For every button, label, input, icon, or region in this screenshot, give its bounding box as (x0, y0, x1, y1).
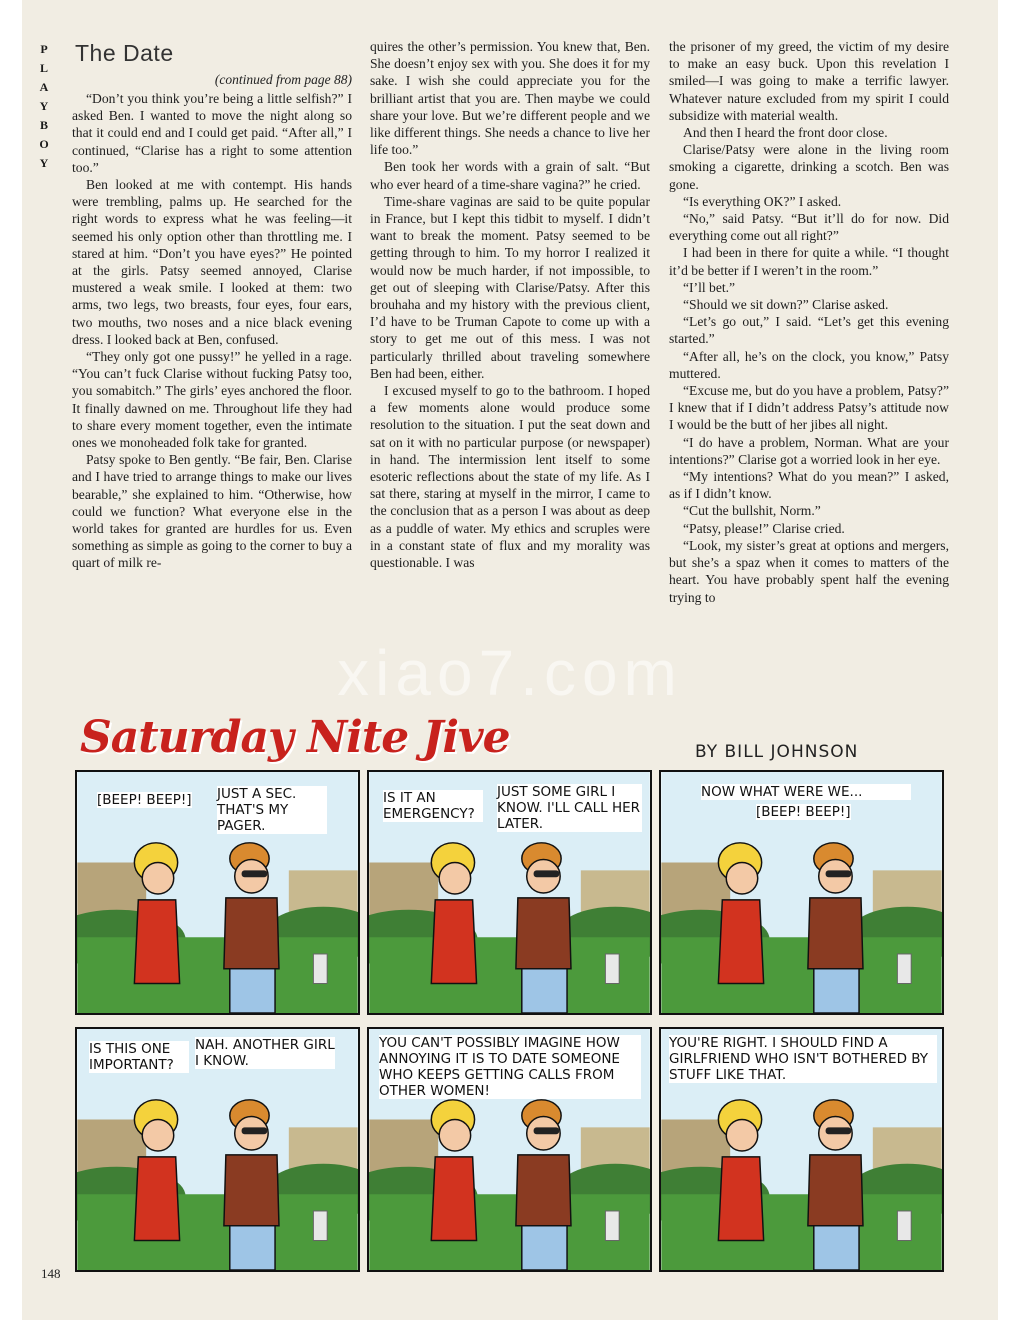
man-jeans (814, 969, 859, 1013)
man-jeans (230, 1226, 275, 1270)
man-jeans (230, 969, 275, 1013)
speech-bubble-beep: [BEEP! BEEP!] (756, 804, 851, 820)
man-sunglasses (242, 1127, 268, 1134)
comic-byline: BY BILL JOHNSON (695, 742, 859, 762)
paragraph: “Let’s go out,” I said. “Let’s get this evening started.” (669, 314, 949, 347)
paragraph: “Cut the bullshit, Norm.” (683, 503, 821, 519)
woman-face (726, 862, 757, 893)
man-jacket (808, 898, 863, 969)
speech-bubble-woman: IS THIS ONE IMPORTANT? (89, 1041, 189, 1073)
spine-letter: Y (39, 156, 49, 170)
statue (605, 1211, 619, 1241)
statue (897, 954, 911, 984)
text-column-3 (669, 38, 949, 606)
speech-bubble-man: JUST A SEC. THAT'S MY PAGER. (217, 786, 327, 834)
paragraph: quires the other’s permission. You knew that, Ben. She doesn’t enjoy sex with you. She does it for my sake. I wish she could appreciate you for the brilliant artist that you are. Then maybe we could share your love. But we’re different people and we like different things. She needs a chance to live her life too.” (370, 39, 650, 158)
paragraph: “My intentions? What do you mean?” I asked, as if I didn’t know. (669, 469, 949, 502)
paragraph: Ben took her words with a grain of salt. “But who ever heard of a time-share vagina?” he cried. (370, 159, 650, 192)
speech-bubble-man: YOU'RE RIGHT. I SHOULD FIND A GIRLFRIEND WHO ISN'T BOTHERED BY STUFF LIKE THAT. (669, 1035, 937, 1083)
speech-bubble-man: NOW WHAT WERE WE... (701, 784, 911, 800)
paragraph: “Look, my sister’s great at options and mergers, but she’s a spaz when it comes to matters of the heart. You have probably spent half the evening trying to (669, 537, 949, 605)
man-jacket (516, 898, 571, 969)
speech-bubble-man: NAH. ANOTHER GIRL I KNOW. (195, 1037, 335, 1069)
comic-panel-5 (367, 1027, 652, 1272)
paragraph: I had been in there for quite a while. “I thought it’d be better if I weren’t in the room.” (669, 245, 949, 278)
man-jeans (522, 1226, 567, 1270)
man-sunglasses (826, 870, 852, 877)
woman-dress (134, 1157, 179, 1241)
speech-bubble-woman: [BEEP! BEEP!] (97, 792, 192, 808)
spine-letter: P (40, 42, 48, 56)
paragraph: “No,” said Patsy. “But it’ll do for now. Did everything come out all right?” (669, 211, 949, 244)
paragraph: Ben looked at me with contempt. His hands were trembling, palms up. He searched for the right words to express what he was feeling—it seemed his only option other than throttling me. I stared at him. “Don’t you have eyes?” He pointed at the girls. Patsy seemed annoyed, Clarise mustered a weak smile. I looked at them: two arms, two legs, two breasts, four eyes, four ears, two mouths, two noses and a nice black evening dress. I looked back at Ben, confused. (72, 177, 352, 347)
magazine-spine (36, 40, 52, 173)
paragraph: “Excuse me, but do you have a problem, Patsy?” I knew that if I didn’t address Patsy’s attitude now I would be the butt of her jibes all night. (669, 383, 949, 433)
man-jacket (224, 1155, 279, 1226)
paragraph: I excused myself to go to the bathroom. I hoped a few moments alone would produce some resolution to the situation. I put the seat down and sat on it with no particular purpose (or newspaper) in hand. The intermission lent itself to some esoteric reflections about the state of my life. As I sat there, staring at myself in the mirror, I came to the conclusion that as a person I was about as deep as a puddle of water. My ethics and scruples were in a constant state of flux and my morality was questionable. I was (370, 383, 650, 571)
page-number: 148 (41, 1266, 61, 1281)
woman-dress (431, 900, 476, 984)
speech-bubble-man: JUST SOME GIRL I KNOW. I'LL CALL HER LATER. (497, 784, 641, 832)
paragraph: “I do have a problem, Norman. What are your intentions?” Clarise got a worried look in her eye. (669, 434, 949, 467)
man-sunglasses (826, 1127, 852, 1134)
comic-panel-1 (75, 770, 360, 1015)
woman-dress (134, 900, 179, 984)
story-title: The Date (75, 40, 174, 66)
man-sunglasses (534, 1127, 560, 1134)
comic-panel-6 (659, 1027, 944, 1272)
man-jeans (814, 1226, 859, 1270)
woman-face (142, 862, 173, 893)
comic-panel-2 (367, 770, 652, 1015)
paragraph: “They only got one pussy!” he yelled in a rage. “You can’t fuck Clarise without fucking Patsy too, you somabitch.” The girls’ eyes anchored the floor. It finally dawned on me. Throughout life they had to share every moment together, even the intimate ones we monoheaded folk take for granted. (72, 349, 352, 451)
paragraph: “After all, he’s on the clock, you know,” Patsy muttered. (669, 348, 949, 381)
paragraph: Patsy spoke to Ben gently. “Be fair, Ben. Clarise and I have tried to arrange things to make our lives bearable,” she explained to him. “Otherwise, how could we function? What everyone else in the world takes for granted are hurdles for us. Even something as simple as going to the corner to buy a quart of milk re- (72, 452, 352, 571)
man-jacket (808, 1155, 863, 1226)
woman-face (142, 1119, 173, 1150)
text-column-1 (72, 90, 352, 572)
paragraph: the prisoner of my greed, the victim of my desire to make an easy buck. Upon this revelation I smiled—I was going to make a terrific lawyer. Whatever nature excluded from my spirit I could subsidize with material wealth. (669, 39, 949, 123)
woman-face (726, 1119, 757, 1150)
spine-letter: B (39, 118, 48, 132)
paragraph: “Don’t you think you’re being a little selfish?” I asked Ben. I wanted to move the night along so that it could end and I could get paid. “After all,” I continued, “Clarise has a right to some attention too.” (72, 91, 352, 175)
comic-title: Saturday Nite Jive (80, 712, 510, 763)
paragraph: “Patsy, please!” Clarise cried. (683, 520, 845, 536)
speech-bubble-woman: YOU CAN'T POSSIBLY IMAGINE HOW ANNOYING IT IS TO DATE SOMEONE WHO KEEPS GETTING CALLS FROM OTHER WOMEN! (379, 1035, 641, 1099)
statue (605, 954, 619, 984)
paragraph: Time-share vaginas are said to be quite popular in France, but I kept this tidbit to myself. I didn’t want to break the moment. Patsy seemed to be getting through to him. To my horror I realized it would now be much harder, if not impossible, to get out of sleeping with Clarise/Patsy. After this brouhaha and my history with the previous client, I’d have to be Truman Capote to come up with a story to get me out of this mess. I was not particularly thrilled about traveling somewhere Ben had been, either. (370, 193, 650, 381)
man-sunglasses (534, 870, 560, 877)
man-sunglasses (242, 870, 268, 877)
woman-dress (718, 900, 763, 984)
woman-face (439, 862, 470, 893)
man-jeans (522, 969, 567, 1013)
comic-panel-3 (659, 770, 944, 1015)
woman-dress (431, 1157, 476, 1241)
spine-letter: O (39, 137, 49, 151)
woman-face (439, 1119, 470, 1150)
paragraph: And then I heard the front door close. (683, 125, 888, 141)
statue (313, 954, 327, 984)
paragraph: Clarise/Patsy were alone in the living room smoking a cigarette, drinking a scotch. Ben was gone. (669, 142, 949, 192)
statue (313, 1211, 327, 1241)
spine-letter: L (39, 61, 48, 75)
spine-letter: Y (39, 99, 49, 113)
statue (897, 1211, 911, 1241)
watermark: xiao7.com (337, 637, 683, 709)
paragraph: “Should we sit down?” Clarise asked. (683, 297, 889, 313)
woman-dress (718, 1157, 763, 1241)
man-jacket (516, 1155, 571, 1226)
spine-letter: A (39, 80, 49, 94)
text-column-2 (370, 38, 650, 571)
man-jacket (224, 898, 279, 969)
continued-note: (continued from page 88) (214, 72, 352, 87)
paragraph: “Is everything OK?” I asked. (683, 193, 842, 209)
paragraph: “I’ll bet.” (683, 279, 736, 295)
comic-panel-4 (75, 1027, 360, 1272)
speech-bubble-woman: IS IT AN EMERGENCY? (383, 790, 483, 822)
